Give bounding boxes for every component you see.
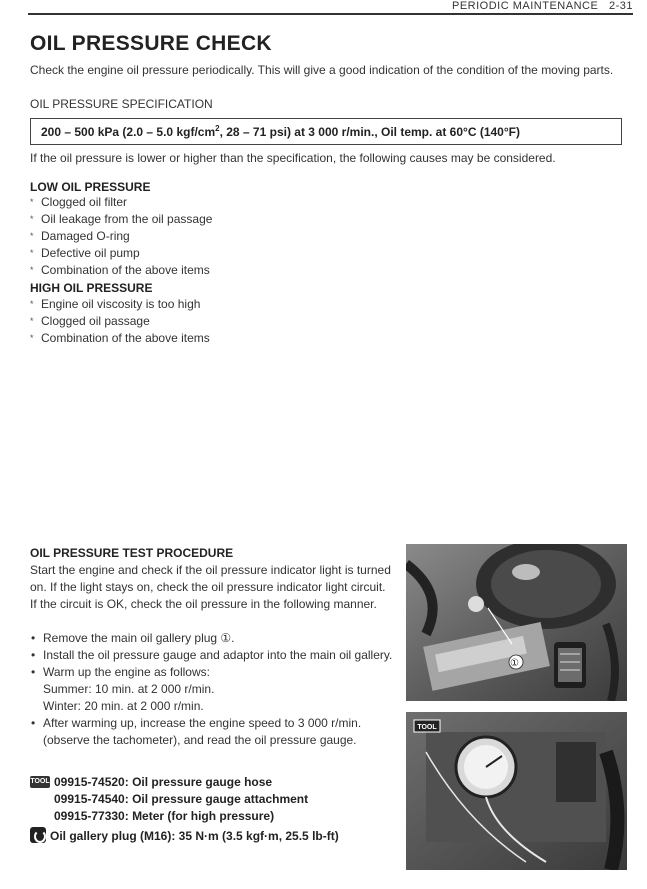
warmup-winter: Winter: 20 min. at 2 000 r/min.	[43, 699, 204, 713]
tool-line: 09915-74520: Oil pressure gauge hose	[54, 775, 273, 789]
tool-line: 09915-77330: Meter (for high pressure)	[54, 809, 275, 823]
photo2-tool-label: TOOL	[417, 724, 437, 731]
intro-paragraph: Check the engine oil pressure periodically. This will give a good indication of the condition of the moving parts.	[30, 63, 614, 77]
callout-label-1: ①	[510, 658, 519, 669]
procedure-intro: Start the engine and check if the oil pressure indicator light is turned on. If the light stays on, check the oil pressure indicator light circuit. If the circuit is OK, check the oil pressure in the following manner.	[30, 563, 391, 611]
tool-line: 09915-74540: Oil pressure gauge attachment	[54, 792, 309, 806]
torque-icon	[30, 827, 46, 843]
list-item: * Engine oil viscosity is too high	[30, 297, 201, 311]
procedure-step: • Warm up the engine as follows: Summer: 10 min. at 2 000 r/min. Winter: 20 min. at 2 000 r/min.	[30, 664, 394, 715]
header-text: PERIODIC MAINTENANCE 2-31	[452, 0, 633, 12]
list-item: * Clogged oil filter	[30, 195, 128, 209]
list-item: * Clogged oil passage	[30, 314, 150, 328]
procedure-step: • After warming up, increase the engine speed to 3 000 r/min. (observe the tachometer), and read the oil pressure gauge.	[31, 716, 362, 747]
list-item: * Damaged O-ring	[30, 229, 130, 243]
low-pressure-list	[30, 194, 212, 279]
causes-paragraph: If the oil pressure is lower or higher than the specification, the following causes may be considered.	[30, 151, 556, 165]
low-pressure-heading: LOW OIL PRESSURE	[30, 180, 151, 194]
warmup-summer: Summer: 10 min. at 2 000 r/min.	[43, 682, 215, 696]
procedure-heading: OIL PRESSURE TEST PROCEDURE	[30, 546, 234, 560]
page-header	[0, 0, 647, 16]
high-pressure-list	[30, 296, 210, 347]
list-item: * Oil leakage from the oil passage	[30, 212, 213, 226]
engine-photo-plug	[406, 544, 627, 701]
header-rule	[28, 13, 633, 15]
high-pressure-heading: HIGH OIL PRESSURE	[30, 281, 153, 295]
torque-spec: Oil gallery plug (M16): 35 N·m (3.5 kgf·m, 25.5 lb-ft)	[30, 827, 339, 843]
engine-photo-gauge	[406, 712, 627, 870]
list-item: * Defective oil pump	[30, 246, 140, 260]
special-tools	[30, 774, 410, 825]
list-item: * Combination of the above items	[30, 263, 210, 277]
list-item: * Combination of the above items	[30, 331, 210, 345]
procedure-step: • Install the oil pressure gauge and adaptor into the main oil gallery.	[31, 648, 393, 662]
procedure-steps	[30, 630, 394, 749]
procedure-step: • Remove the main oil gallery plug ①.	[31, 631, 235, 645]
page-title: OIL PRESSURE CHECK	[30, 32, 272, 55]
spec-box: 200 – 500 kPa (2.0 – 5.0 kgf/$cm^2$, 28 – 71 psi) at 3 000 r/min., Oil temp. at 60°C (140°F)	[30, 118, 622, 145]
spec-heading: OIL PRESSURE SPECIFICATION	[30, 97, 213, 111]
tool-icon: TOOL	[30, 776, 50, 788]
